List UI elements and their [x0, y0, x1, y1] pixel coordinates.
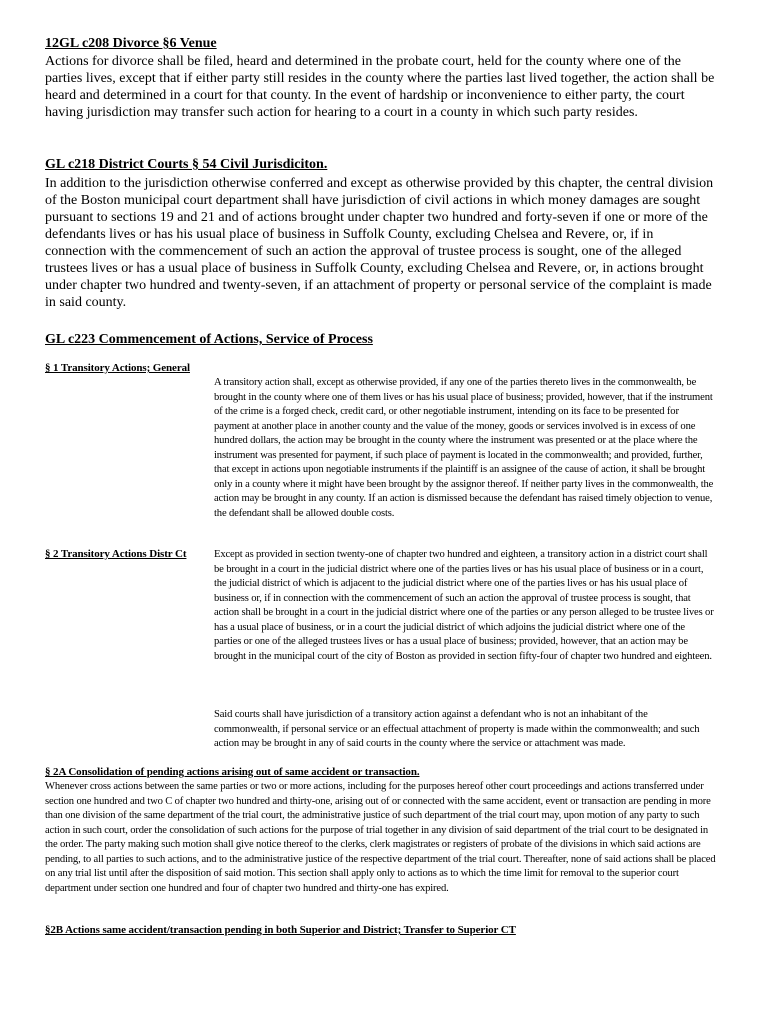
- district-courts-heading: GL c218 District Courts § 54 Civil Jurisdiciton.: [45, 157, 328, 172]
- divorce-venue-heading: 12GL c208 Divorce §6 Venue: [45, 36, 217, 51]
- transitory-district-heading: § 2 Transitory Actions Distr Ct: [45, 548, 187, 560]
- district-courts-text: In addition to the jurisdiction otherwise conferred and except as otherwise provided by this chapter, the central division of the Boston municipal court department shall have jurisdiction of civil actions in which money damages are sought pursuant to sections 19 and 21 and of actions brought under chapter two hundred and forty-seven if one or more of the defendants lives or has his usual place of business in Suffolk County, excluding Chelsea and Revere, or, if in connection with the commencement of such an action the approval of trustee process is sought, one of the alleged trustees lives or has a usual place of business in Suffolk County, excluding Chelsea and Revere, or, in actions brought under chapter two hundred and twenty-seven, if an attachment of property or personal service of the complaint is made in said county.: [45, 176, 714, 310]
- transitory-general-text: A transitory action shall, except as otherwise provided, if any one of the parties thereto lives in the commonwealth, be brought in the county where one of them lives or has his usual place of business; provided, however, that if the instrument of the crime is a forged check, credit card, or other negotiable instrument, intending on its face to be presented for payment at another place in another county and the value of the money, goods or services involved is in excess of one hundred dollars, the action may be brought in the county where the instrument was presented or at the place where the instrument was presented for payment, if such place of payment is located in the commonwealth; and provided, further, that except in actions upon negotiable instruments if the plaintiff is an assignee of the cause of action, it shall be brought only in a county where it might have been brought by the assignor thereof. If neither party lives in the commonwealth, the action may be brought in any county. If an action is dismissed because the defendant has raised timely objection to venue, the defendant shall be allowed double costs.: [214, 377, 714, 519]
- transitory-district-text: Except as provided in section twenty-one of chapter two hundred and eighteen, a transitory action in a district court shall be brought in a court in the judicial district where one of the parties lives or has his usual place of business or in a court, the judicial district of which is adjacent to the judicial district where one of the parties lives or has his usual place of business or, if in connection with the commencement of such an action the approval of trustee process is sought, that action shall be brought in a court in the judicial district where one of the parties or any person alleged to be trustee lives or has a usual place of business, or in a court the judicial district of which adjoins the judicial district where one of the parties or one of the alleged trustees lives or has a usual place of business; provided, however, that an action may be brought in the municipal court of the city of Boston as provided in section fifty-four of chapter two hundred and eighteen.: [214, 549, 714, 662]
- commencement-heading: GL c223 Commencement of Actions, Service of Process: [45, 332, 373, 347]
- transfer-superior-heading: §2B Actions same accident/transaction pending in both Superior and District; Transfer to Superior CT: [45, 924, 516, 936]
- transitory-general-heading: § 1 Transitory Actions; General: [45, 362, 190, 374]
- transitory-district-text-2: Said courts shall have jurisdiction of a transitory action against a defendant who is not an inhabitant of the commonwealth, if personal service or an effectual attachment of property is made within the commonwealth; and such action may be brought in any of said courts in the county where the service or attachment was made.: [214, 709, 700, 749]
- consolidation-heading: § 2A Consolidation of pending actions arising out of same accident or transaction.: [45, 766, 420, 778]
- divorce-venue-text: Actions for divorce shall be filed, heard and determined in the probate court, held for the county where one of the parties lives, except that if either party still resides in the county where the parties last lived together, the action shall be heard and determined in a court for that county. In the event of hardship or inconvenience to either party, the court having jurisdiction may transfer such action for hearing to a court in a county in which such party resides.: [45, 54, 715, 120]
- consolidation-text: Whenever cross actions between the same parties or two or more actions, including for the purposes hereof other court proceedings and actions transferred under section one hundred and two C of chapter two hundred and thirty-one, arising out of or connected with the same accident, event or transaction are pending in more than one division of the same department of the trial court, the administrative justice of such department of the trial court may, upon motion of any party to such action in such court, order the consolidation of such actions for the purpose of trial together in any division of said department of the trial court to be designated in the order. The party making such motion shall give notice thereof to the clerks, clerk magistrates or registers of probate of the divisions in which said actions are pending, to all parties to such actions, and to the administrative justice of the respective department of the trial court. Thereafter, none of said actions shall be placed on any trial list until after the disposition of said motion. This section shall apply only to actions as to which the time limit for removal to the superior court department under section one hundred and four of chapter two hundred and thirty-one has expired.: [45, 781, 716, 894]
